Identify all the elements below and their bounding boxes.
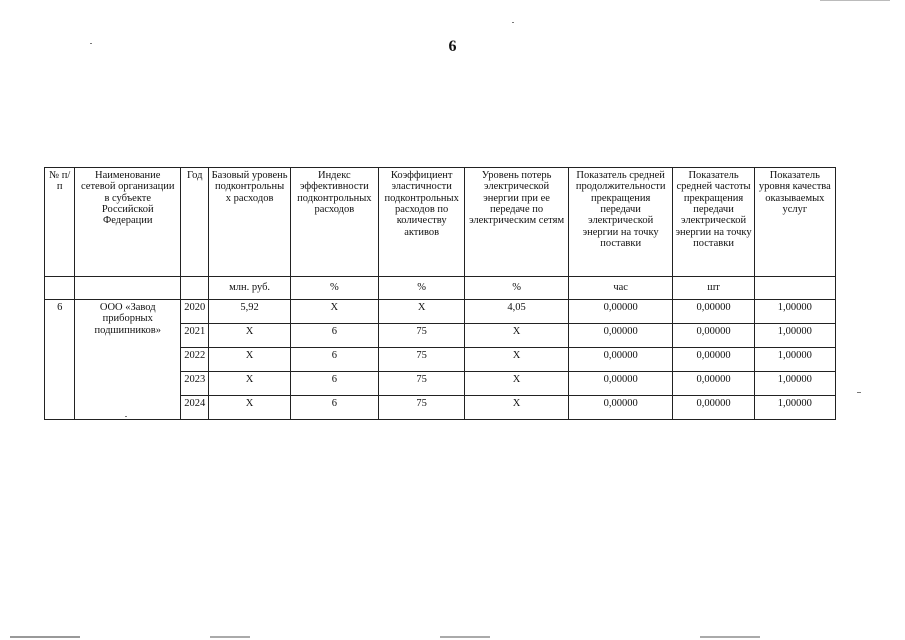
- interruption-duration-cell: 0,00000: [568, 300, 673, 324]
- header-interruption-duration: Показатель средней продолжительности прекращения передачи электрической энергии на точку поставки: [568, 168, 673, 277]
- elasticity-coefficient-cell: Х: [379, 300, 465, 324]
- header-losses-level: Уровень потерь электрической энергии при ее передаче по электрическим сетям: [465, 168, 569, 277]
- header-row: [45, 168, 836, 277]
- interruption-duration-cell: 0,00000: [568, 396, 673, 420]
- efficiency-index-cell: Х: [290, 300, 378, 324]
- efficiency-index-cell: 6: [290, 372, 378, 396]
- losses-level-cell: Х: [465, 372, 569, 396]
- service-quality-cell: 1,00000: [754, 300, 835, 324]
- elasticity-coefficient-cell: 75: [379, 348, 465, 372]
- scan-speck: [90, 43, 92, 44]
- unit-interruption-frequency: шт: [673, 277, 754, 300]
- losses-level-cell: Х: [465, 348, 569, 372]
- year-cell: 2020: [181, 300, 209, 324]
- efficiency-index-cell: 6: [290, 396, 378, 420]
- interruption-duration-cell: 0,00000: [568, 348, 673, 372]
- scan-speck: [857, 392, 861, 393]
- organization-name: ООО «Завод приборных подшипников»: [75, 300, 181, 420]
- interruption-duration-cell: 0,00000: [568, 324, 673, 348]
- losses-level-cell: Х: [465, 396, 569, 420]
- interruption-frequency-cell: 0,00000: [673, 372, 754, 396]
- service-quality-cell: 1,00000: [754, 372, 835, 396]
- efficiency-index-cell: 6: [290, 324, 378, 348]
- scan-edge: [700, 636, 760, 638]
- header-year: Год: [181, 168, 209, 277]
- service-quality-cell: 1,00000: [754, 324, 835, 348]
- year-cell: 2022: [181, 348, 209, 372]
- header-organization: Наименование сетевой организации в субъекте Российской Федерации: [75, 168, 181, 277]
- scan-edge: [440, 636, 490, 638]
- tariff-parameters-table: [44, 167, 836, 420]
- header-efficiency-index: Индекс эффективности подконтрольных расходов: [290, 168, 378, 277]
- interruption-duration-cell: 0,00000: [568, 372, 673, 396]
- scan-edge: [10, 636, 80, 638]
- base-level-cell: Х: [209, 396, 290, 420]
- row-number: 6: [45, 300, 75, 420]
- scan-edge: [820, 0, 890, 1]
- base-level-cell: 5,92: [209, 300, 290, 324]
- year-cell: 2023: [181, 372, 209, 396]
- unit-elasticity-coefficient: %: [379, 277, 465, 300]
- header-service-quality: Показатель уровня качества оказываемых услуг: [754, 168, 835, 277]
- unit-base-level: млн. руб.: [209, 277, 290, 300]
- units-row: [45, 277, 836, 300]
- interruption-frequency-cell: 0,00000: [673, 348, 754, 372]
- scan-edge: [210, 636, 250, 638]
- service-quality-cell: 1,00000: [754, 348, 835, 372]
- unit-efficiency-index: %: [290, 277, 378, 300]
- base-level-cell: Х: [209, 372, 290, 396]
- header-row-number: № п/п: [45, 168, 75, 277]
- interruption-frequency-cell: 0,00000: [673, 396, 754, 420]
- year-cell: 2024: [181, 396, 209, 420]
- header-interruption-frequency: Показатель средней частоты прекращения передачи электрической энергии на точку поставки: [673, 168, 754, 277]
- base-level-cell: Х: [209, 324, 290, 348]
- elasticity-coefficient-cell: 75: [379, 372, 465, 396]
- header-elasticity-coefficient: Коэффициент эластичности подконтрольных расходов по количеству активов: [379, 168, 465, 277]
- interruption-frequency-cell: 0,00000: [673, 300, 754, 324]
- scan-speck: [125, 416, 127, 417]
- elasticity-coefficient-cell: 75: [379, 396, 465, 420]
- base-level-cell: Х: [209, 348, 290, 372]
- scan-speck: [512, 22, 514, 23]
- losses-level-cell: Х: [465, 324, 569, 348]
- unit-losses-level: %: [465, 277, 569, 300]
- year-cell: 2021: [181, 324, 209, 348]
- interruption-frequency-cell: 0,00000: [673, 324, 754, 348]
- unit-interruption-duration: час: [568, 277, 673, 300]
- elasticity-coefficient-cell: 75: [379, 324, 465, 348]
- table-row: [45, 300, 836, 324]
- efficiency-index-cell: 6: [290, 348, 378, 372]
- header-base-level: Базовый уровень подконтрольны х расходов: [209, 168, 290, 277]
- page-number: 6: [448, 38, 457, 55]
- unit-service-quality: [754, 277, 835, 300]
- service-quality-cell: 1,00000: [754, 396, 835, 420]
- losses-level-cell: 4,05: [465, 300, 569, 324]
